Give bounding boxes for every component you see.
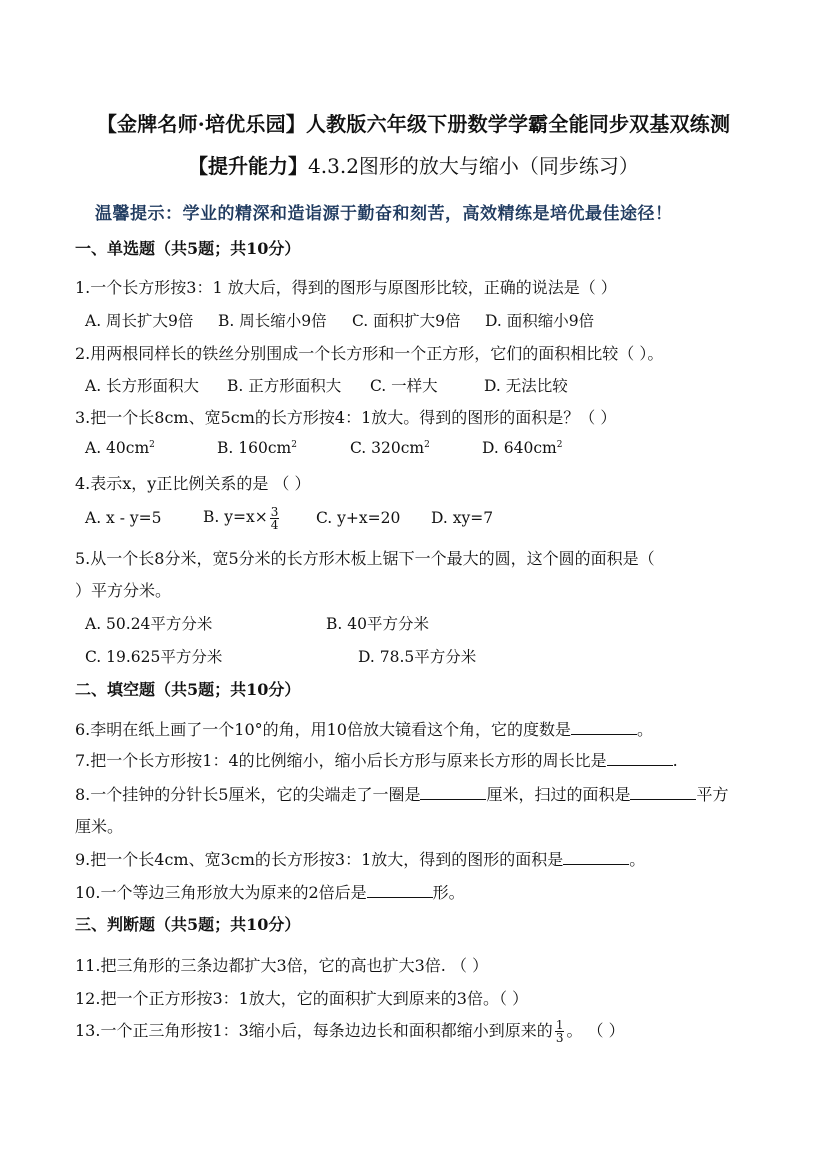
q4-option-d: D. xy=7 [431, 509, 494, 527]
q2-option-a: A. 长方形面积大 [85, 377, 200, 395]
q5-option-b: B. 40平方分米 [326, 615, 429, 633]
q4-option-b-text: B. y=x× [203, 508, 268, 526]
q13-end: 。 （ ） [566, 1021, 625, 1040]
q8-mid-text: 厘米，扫过的面积是 [486, 785, 631, 804]
q7-answer-blank[interactable] [607, 764, 673, 766]
question-1: 1.一个长方形按3：1 放大后，得到的图形与原图形比较，正确的说法是（ ） [75, 278, 617, 297]
q3-option-a-exp: 2 [149, 439, 155, 450]
q3-option-c-exp: 2 [424, 439, 430, 450]
question-13 [75, 1016, 625, 1046]
q9-answer-blank[interactable] [563, 863, 629, 865]
section-fill-blank-title: 二、填空题（共5题；共10分） [75, 680, 301, 699]
q13-fraction [555, 1019, 565, 1044]
title-line-2 [0, 150, 827, 179]
q2-option-d: D. 无法比较 [484, 377, 568, 395]
q1-option-b: B. 周长缩小9倍 [218, 312, 327, 330]
q4-option-b [203, 503, 281, 531]
q10-answer-blank[interactable] [367, 896, 433, 898]
q3-option-a [85, 439, 155, 457]
q7-end: . [672, 751, 678, 770]
question-12: 12.把一个正方形按3：1放大，它的面积扩大到原来的3倍。（ ） [75, 989, 529, 1008]
question-4: 4.表示x，y正比例关系的是 （ ） [75, 474, 311, 493]
q8-end: 平方 [696, 785, 729, 804]
title-line-2-suffix: 4.3.2图形的放大与缩小（同步练习） [308, 154, 639, 178]
q6-text: 6.李明在纸上画了一个10°的角，用10倍放大镜看这个角，它的度数是 [75, 720, 571, 739]
q9-text: 9.把一个长4cm、宽3cm的长方形按3：1放大，得到的图形的面积是 [75, 850, 564, 869]
q3-option-a-text: A. 40cm [85, 439, 150, 457]
q5-option-d: D. 78.5平方分米 [358, 648, 477, 666]
q5-option-a: A. 50.24平方分米 [85, 615, 213, 633]
q2-option-c: C. 一样大 [370, 377, 438, 395]
q13-text: 13.一个正三角形按1：3缩小后，每条边边长和面积都缩小到原来的 [75, 1021, 553, 1040]
question-2: 2.用两根同样长的铁丝分别围成一个长方形和一个正方形，它们的面积相比较（ ）。 [75, 344, 664, 363]
question-7 [75, 748, 678, 771]
title-line-2-main: 【提升能力】 [188, 154, 309, 178]
q3-option-c-text: C. 320cm [350, 439, 425, 457]
question-10 [75, 880, 465, 903]
q4-option-a: A. x - y=5 [85, 509, 162, 527]
question-8 [75, 782, 728, 805]
q3-option-b-exp: 2 [291, 439, 297, 450]
q13-fraction-denominator: 3 [555, 1031, 564, 1045]
section-true-false-title: 三、判断题（共5题；共10分） [75, 915, 301, 934]
q3-option-d-text: D. 640cm [482, 439, 557, 457]
tip-banner: 温馨提示：学业的精深和造诣源于勤奋和刻苦，高效精练是培优最佳途径！ [95, 204, 673, 224]
q6-answer-blank[interactable] [571, 733, 637, 735]
question-5-line-1: 5.从一个长8分米，宽5分米的长方形木板上锯下一个最大的圆，这个圆的面积是（ [75, 549, 655, 568]
q3-option-c [350, 439, 430, 457]
q4-option-c: C. y+x=20 [316, 509, 401, 527]
q8-answer-blank-1[interactable] [420, 798, 486, 800]
q4-fraction-numerator: 3 [270, 504, 279, 519]
q2-option-b: B. 正方形面积大 [227, 377, 342, 395]
q10-end: 形。 [432, 883, 465, 902]
q3-option-b [217, 439, 297, 457]
q9-end: 。 [629, 850, 646, 869]
q13-fraction-numerator: 1 [555, 1018, 564, 1032]
q4-fraction [270, 506, 280, 531]
question-9 [75, 847, 645, 870]
q8-text: 8.一个挂钟的分针长5厘米，它的尖端走了一圈是 [75, 785, 421, 804]
question-3: 3.把一个长8cm、宽5cm的长方形按4：1放大。得到的图形的面积是？（ ） [75, 408, 617, 427]
q5-option-c: C. 19.625平方分米 [85, 648, 223, 666]
q1-option-d: D. 面积缩小9倍 [485, 312, 595, 330]
question-6 [75, 717, 653, 740]
question-5-line-2: ）平方分米。 [75, 581, 172, 600]
q7-text: 7.把一个长方形按1：4的比例缩小，缩小后长方形与原来长方形的周长比是 [75, 751, 607, 770]
q3-option-b-text: B. 160cm [217, 439, 292, 457]
title-line-1: 【金牌名师·培优乐园】人教版六年级下册数学学霸全能同步双基双练测 [96, 112, 731, 136]
q8-answer-blank-2[interactable] [630, 798, 696, 800]
q4-fraction-denominator: 4 [270, 517, 279, 532]
question-11: 11.把三角形的三条边都扩大3倍，它的高也扩大3倍. （ ） [75, 956, 489, 975]
q1-option-a: A. 周长扩大9倍 [85, 312, 194, 330]
question-8-line-2: 厘米。 [75, 817, 124, 836]
q6-end: 。 [637, 720, 654, 739]
section-single-choice-title: 一、单选题（共5题；共10分） [75, 239, 301, 258]
q3-option-d [482, 439, 562, 457]
q10-text: 10.一个等边三角形放大为原来的2倍后是 [75, 883, 367, 902]
q1-option-c: C. 面积扩大9倍 [352, 312, 461, 330]
q3-option-d-exp: 2 [556, 439, 563, 450]
